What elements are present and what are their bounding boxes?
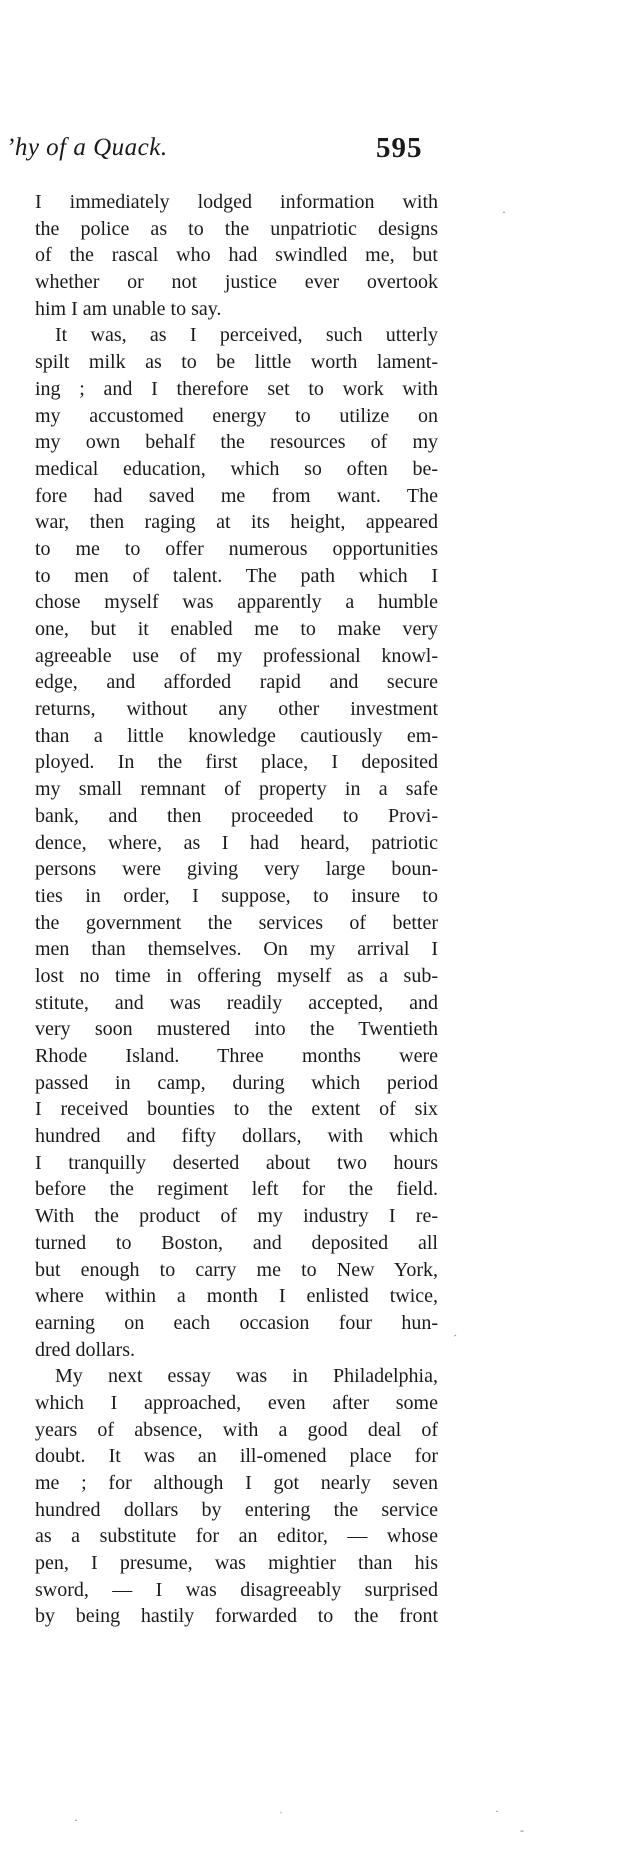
text-line: bank, and then proceeded to Provi- (35, 804, 438, 827)
text-line: whether or not justice ever overtook (35, 271, 438, 294)
text-line: returns, without any other investment (35, 698, 438, 721)
text-line: very soon mustered into the Twentieth (35, 1018, 438, 1041)
text-line: agreeable use of my professional knowl- (35, 644, 438, 667)
text-line: passed in camp, during which period (35, 1071, 438, 1094)
text-line: my small remnant of property in a safe (35, 778, 438, 801)
scan-speck: - (520, 1823, 524, 1837)
scan-speck: ´ (453, 1332, 457, 1346)
text-line: doubt. It was an ill-omened place for (35, 1445, 438, 1468)
running-head (0, 134, 440, 174)
body-text (35, 189, 438, 1630)
scan-speck: · (74, 1813, 78, 1827)
text-line: Rhode Island. Three months were (35, 1045, 438, 1067)
text-line: to men of talent. The path which I (35, 564, 438, 587)
text-line: stitute, and was readily accepted, and (35, 991, 438, 1014)
text-line: the police as to the unpatriotic designs (35, 217, 438, 240)
text-line: where within a month I enlisted twice, (35, 1285, 438, 1308)
text-line: hundred and fifty dollars, with which (35, 1125, 438, 1148)
text-line: but enough to carry me to New York, (35, 1258, 438, 1281)
scan-speck: · (495, 1804, 499, 1818)
text-line: men than themselves. On my arrival I (35, 938, 438, 961)
text-line: dred dollars. (35, 1338, 135, 1361)
text-line: medical education, which so often be- (35, 457, 438, 480)
text-line: pen, I presume, was mightier than his (35, 1552, 438, 1575)
text-line: ties in order, I suppose, to insure to (35, 884, 438, 907)
text-line: ing ; and I therefore set to work with (35, 377, 438, 400)
text-line: lost no time in offering myself as a sub- (35, 964, 438, 987)
running-title: ’hy of a Quack. (6, 134, 168, 161)
text-line: ployed. In the first place, I deposited (35, 751, 438, 774)
paragraph-start-line: My next essay was in Philadelphia, (55, 1365, 438, 1388)
text-line: I tranquilly deserted about two hours (35, 1151, 438, 1174)
text-line: dence, where, as I had heard, patriotic (35, 831, 438, 854)
text-line: hundred dollars by entering the service (35, 1498, 438, 1521)
text-line: to me to offer numerous opportunities (35, 537, 438, 560)
text-line: fore had saved me from want. The (35, 484, 438, 507)
text-line: turned to Boston, and deposited all (35, 1231, 438, 1254)
page-number: 595 (376, 132, 423, 164)
scan-speck: ˈ (279, 1809, 283, 1823)
text-line: than a little knowledge cautiously em- (35, 724, 438, 747)
scan-speck: · (502, 205, 506, 219)
text-line: earning on each occasion four hun- (35, 1311, 438, 1334)
text-line: before the regiment left for the field. (35, 1178, 438, 1201)
paragraph-start-line: It was, as I perceived, such utterly (55, 324, 438, 347)
text-line: chose myself was apparently a humble (35, 591, 438, 614)
text-line: my own behalf the resources of my (35, 431, 438, 454)
text-line: the government the services of better (35, 911, 438, 934)
text-line: me ; for although I got nearly seven (35, 1472, 438, 1494)
text-line: I received bounties to the extent of six (35, 1098, 438, 1121)
text-line: as a substitute for an editor, — whose (35, 1525, 438, 1548)
text-line: by being hastily forwarded to the front (35, 1605, 438, 1628)
text-line: spilt milk as to be little worth lament- (35, 351, 438, 374)
text-line: sword, — I was disagreeably surprised (35, 1578, 438, 1601)
text-line: which I approached, even after some (35, 1391, 438, 1414)
text-line: edge, and afforded rapid and secure (35, 671, 438, 694)
text-line: With the product of my industry I re- (35, 1205, 438, 1228)
text-line: years of absence, with a good deal of (35, 1418, 438, 1441)
text-line: I immediately lodged information with (35, 191, 438, 213)
text-line: persons were giving very large boun- (35, 858, 438, 881)
text-line: war, then raging at its height, appeared (35, 511, 438, 534)
text-line: of the rascal who had swindled me, but (35, 244, 438, 267)
text-line: him I am unable to say. (35, 297, 222, 320)
text-line: my accustomed energy to utilize on (35, 404, 438, 427)
text-line: one, but it enabled me to make very (35, 618, 438, 640)
